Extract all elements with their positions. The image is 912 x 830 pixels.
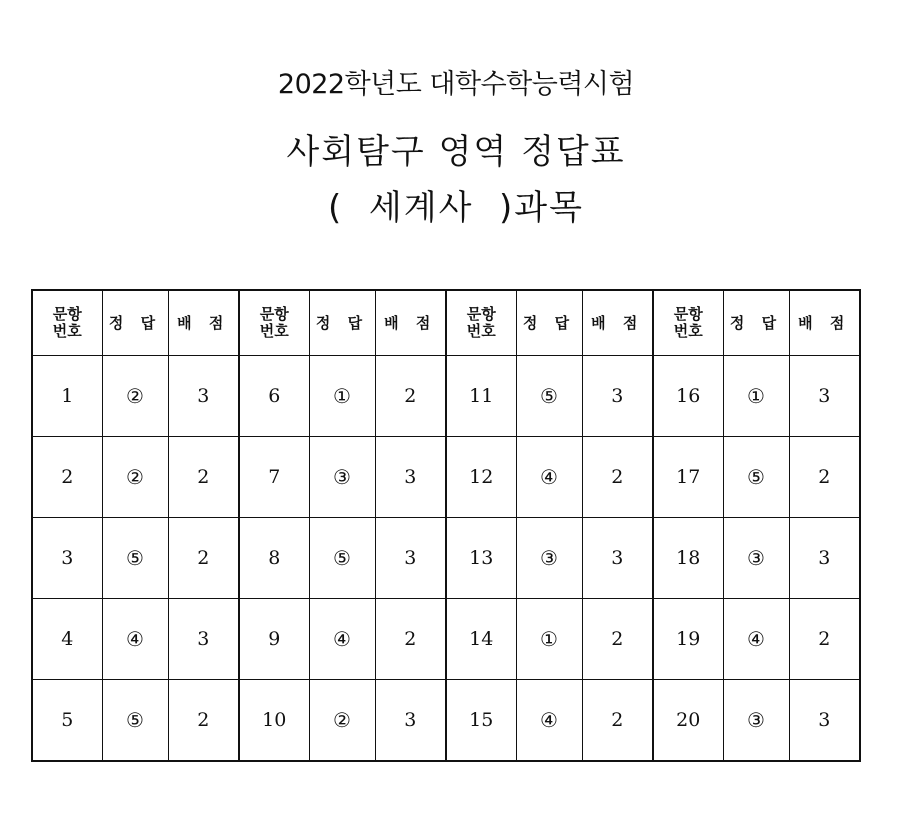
answer-cell: ③ <box>516 518 582 599</box>
question-number-header: 문항 번호 <box>32 290 102 356</box>
points-cell: 3 <box>582 518 653 599</box>
question-number-cell: 3 <box>32 518 102 599</box>
answer-header: 정 답 <box>723 290 789 356</box>
question-number-cell: 19 <box>653 599 723 680</box>
question-number-cell: 14 <box>446 599 516 680</box>
points-cell: 2 <box>789 599 860 680</box>
answer-cell: ⑤ <box>723 437 789 518</box>
table-row <box>32 518 860 599</box>
points-cell: 2 <box>168 518 239 599</box>
table-header-row <box>32 290 860 356</box>
answer-header: 정 답 <box>309 290 375 356</box>
points-header: 배 점 <box>375 290 446 356</box>
question-number-cell: 15 <box>446 680 516 762</box>
points-header: 배 점 <box>789 290 860 356</box>
points-cell: 2 <box>582 680 653 762</box>
points-cell: 2 <box>789 437 860 518</box>
question-number-cell: 17 <box>653 437 723 518</box>
table-row <box>32 599 860 680</box>
exam-title: 2022학년도 대학수학능력시험 <box>277 69 635 100</box>
points-cell: 3 <box>789 356 860 437</box>
points-cell: 2 <box>168 437 239 518</box>
answer-cell: ② <box>102 356 168 437</box>
points-cell: 3 <box>789 518 860 599</box>
area-title: 사회탐구 영역 정답표 <box>286 132 626 172</box>
points-cell: 3 <box>168 599 239 680</box>
answer-cell: ③ <box>723 518 789 599</box>
answer-cell: ⑤ <box>102 680 168 762</box>
question-number-cell: 7 <box>239 437 309 518</box>
question-number-header: 문항 번호 <box>446 290 516 356</box>
points-cell: 3 <box>168 356 239 437</box>
question-number-cell: 5 <box>32 680 102 762</box>
points-header: 배 점 <box>582 290 653 356</box>
answer-cell: ⑤ <box>516 356 582 437</box>
question-number-cell: 6 <box>239 356 309 437</box>
answer-cell: ① <box>309 356 375 437</box>
answer-cell: ① <box>723 356 789 437</box>
question-number-header: 문항 번호 <box>239 290 309 356</box>
question-number-cell: 4 <box>32 599 102 680</box>
subject-line: ( 세계사 )과목 <box>328 188 584 228</box>
answer-cell: ② <box>102 437 168 518</box>
points-cell: 2 <box>582 437 653 518</box>
question-number-cell: 1 <box>32 356 102 437</box>
question-number-cell: 20 <box>653 680 723 762</box>
answer-cell: ④ <box>516 437 582 518</box>
answer-key-table <box>31 289 861 762</box>
question-number-cell: 12 <box>446 437 516 518</box>
question-number-cell: 8 <box>239 518 309 599</box>
points-cell: 2 <box>375 599 446 680</box>
question-number-cell: 11 <box>446 356 516 437</box>
answer-header: 정 답 <box>102 290 168 356</box>
answer-cell: ④ <box>516 680 582 762</box>
answer-cell: ③ <box>723 680 789 762</box>
question-number-cell: 16 <box>653 356 723 437</box>
points-cell: 2 <box>375 356 446 437</box>
table-row <box>32 680 860 762</box>
answer-header: 정 답 <box>516 290 582 356</box>
answer-cell: ① <box>516 599 582 680</box>
points-cell: 3 <box>582 356 653 437</box>
points-cell: 3 <box>789 680 860 762</box>
points-cell: 3 <box>375 437 446 518</box>
answer-cell: ③ <box>309 437 375 518</box>
question-number-cell: 18 <box>653 518 723 599</box>
points-cell: 3 <box>375 518 446 599</box>
question-number-cell: 13 <box>446 518 516 599</box>
question-number-cell: 9 <box>239 599 309 680</box>
table-row <box>32 356 860 437</box>
answer-cell: ② <box>309 680 375 762</box>
points-cell: 2 <box>582 599 653 680</box>
points-cell: 3 <box>375 680 446 762</box>
table-row <box>32 437 860 518</box>
question-number-cell: 10 <box>239 680 309 762</box>
points-header: 배 점 <box>168 290 239 356</box>
question-number-cell: 2 <box>32 437 102 518</box>
answer-cell: ⑤ <box>309 518 375 599</box>
question-number-header: 문항 번호 <box>653 290 723 356</box>
answer-cell: ④ <box>723 599 789 680</box>
answer-cell: ④ <box>309 599 375 680</box>
answer-cell: ④ <box>102 599 168 680</box>
points-cell: 2 <box>168 680 239 762</box>
answer-cell: ⑤ <box>102 518 168 599</box>
